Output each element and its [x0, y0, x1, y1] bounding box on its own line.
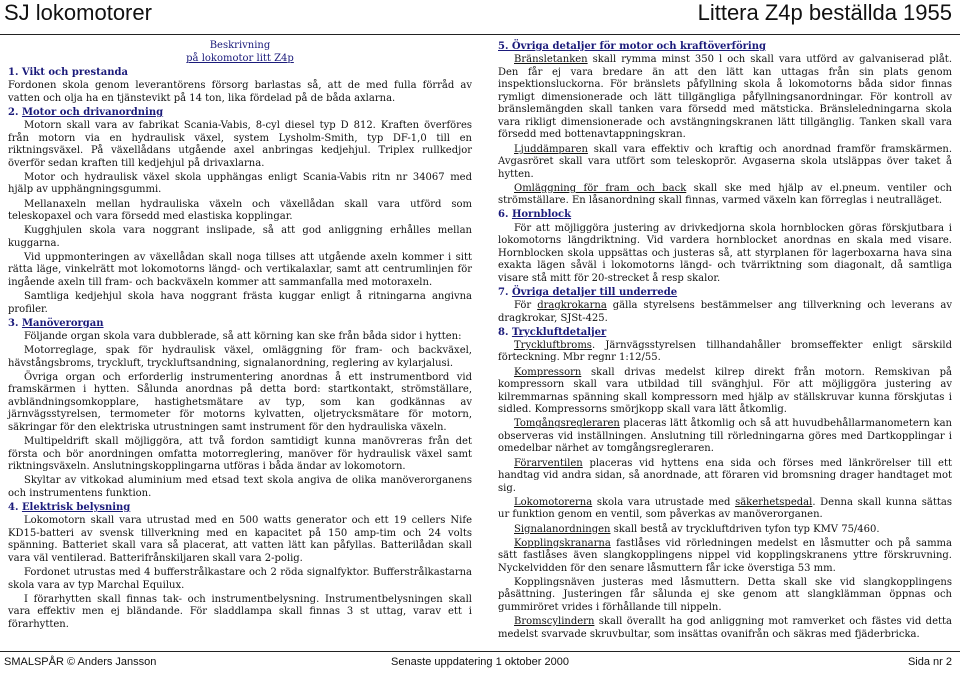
section-5-paragraph: Ljuddämparen skall vara effektiv och kraftig och anordnad framför framskärmen. Avgasröret skall vara utfört som teleskoprör. Avgaserna skola utsläppas över taket å hytten.: [498, 143, 952, 180]
section-4-paragraph: Lokomotorn skall vara utrustad med en 500 watts generator och ett 19 cellers Nife KD15-batteri av svensk tillverkning med en kapacitet på 150 amp-tim och 24 volts spänning. Batteriet skall vara så placerat, att vatten lätt kan påfyllas. Batterilådan skall vara väl ventilerad. Batterifrånskiljaren skall vara 2-polig.: [8, 515, 472, 564]
section-5-paragraph: Omläggning för fram och back skall ske med hjälp av el.pneum. ventiler och strömställare. En låsanordning skall finnas, varmed växeln kan förreglas i neutralläget.: [498, 182, 952, 207]
section-6-paragraph: För att möjliggöra justering av drivkedjorna skola hornblocken göras förskjutbara i lokomotorns längdriktning. Vid vardera hornblocket anordnas en skala med visare. Hornblocken skola uppsättas och justeras så, att styrplanen för lagerboxarna hava sina exakta lägen såväl i lokomotorns längd- och tvärriktning som diagonalt, då samtliga visare stå mitt för 20-strecket å resp skalor.: [498, 222, 952, 284]
section-2-paragraph: Mellanaxeln mellan hydrauliska växeln och växellådan skall vara utförd som teleskopaxel och vara försedd med elastiska kopplingar.: [8, 198, 472, 223]
section-4-heading: 4. Elektrisk belysning: [8, 502, 131, 514]
section-3-paragraph: Följande organ skola vara dubblerade, så att körning kan ske från båda sidor i hytten:: [24, 330, 462, 342]
section-8-paragraph: Bromscylindern skall överallt ha god anliggning mot ramverket och fästes vid detta medelst svarvade skruvbultar, som insättas ovanifrån och säkras med fjäderbricka.: [498, 616, 952, 640]
section-3-heading: 3. Manöverorgan: [8, 317, 104, 329]
section-1-heading: 1. Vikt och prestanda: [8, 67, 128, 79]
page-header-title: SJ lokomotorer: [4, 0, 152, 25]
section-8-paragraph: Tomgångsregleraren placeras lätt åtkomlig och så att huvudbehållarmanometern kan observeras vid inställningen. Anslutning till rörledningarna göres med Dartkopplingar i omedelbar närhet av tomgångsregleraren.: [498, 418, 952, 455]
section-6-heading: 6. Hornblock: [498, 209, 572, 221]
section-8-paragraph: Kompressorn skall drivas medelst kilrep direkt från motorn. Remskivan på kompressorn skall vara utbildad till svänghjul. För att möjliggöra justering av kilremmarnas spänning skall kompressorn med hjälp av ställskruvar kunna förskjutas i sidled. Kompressorns smörjkopp skall vara lätt åtkomlig.: [498, 366, 952, 416]
footer-updated: Senaste uppdatering 1 oktober 2000: [391, 656, 569, 668]
section-8-paragraph: Tryckluftbroms. Järnvägsstyrelsen tillhandahåller bromseffekter enligt särskild förteckning. Mbr regnr 1:12/55.: [498, 339, 952, 364]
section-5-heading: 5. Övriga detaljer för motor och kraftöverföring: [498, 41, 766, 52]
section-7-paragraph: För dragkrokarna gälla styrelsens bestämmelser ang tillverkning och leverans av dragkrokar, SJSt-425.: [498, 300, 953, 324]
section-2-paragraph: Kugghjulen skola vara noggrant inslipade, så att god anliggning erhålles mellan kuggarna.: [8, 225, 472, 249]
section-8-title: Tryckluftdetaljer: [511, 326, 607, 338]
section-4-paragraph: I förarhytten skall finnas tak- och instrumentbelysning. Instrumentbelysningen skall vara effektiv men ej bländande. För sladdlampa skall finnas 3 st uttag, varav ett i förarhytten.: [8, 593, 472, 630]
section-8-paragraph: Kopplingskranarna fastlåses vid rörledningen medelst en låsmutter och på samma sätt fastlåses även slangkopplingens nippel vid kopplingskranens yttre förskruvning. Nyckelvidden för den senare låsmuttern får icke överstiga 53 mm.: [498, 537, 952, 574]
document-title: [8, 40, 472, 65]
section-8-paragraph: Lokomotorerna skola vara utrustade med säkerhetspedal. Denna skall kunna sättas ur funktion genom en ventil, som påverkas av manöverorganen.: [498, 496, 952, 521]
section-3-paragraph: Övriga organ och erforderlig instrumentering anordnas å ett instrumentbord vid framskärmen i hytten. Sålunda anordnas på detta bord: startkontakt, strömställare, avbländningsomkopplare, hastighetsmätare av typ, som kan godkännas av järnvägsstyrelsen, termometer för motorns kylvatten, oljetrycksmätare för motorn, säkringar för den elektriska utrustningen samt instrument för den hydrauliska växeln.: [8, 371, 472, 433]
page-header-subtitle: Littera Z4p beställda 1955: [697, 0, 952, 25]
footer-page-number: Sida nr 2: [907, 656, 952, 668]
section-2-paragraph: Samtliga kedjehjul skola hava noggrant frästa kuggar enligt å ritningarna angivna profiler.: [8, 291, 472, 315]
section-7-title: Övriga detaljer till underrede: [511, 286, 678, 298]
section-8-paragraph: Kopplingsnäven justeras med låsmuttern. Detta skall ske vid slangkopplingens påsättning. Justeringen får sålunda ej ske genom att slangklämman öppnas och gummiröret vrides i förhållande till nippeln.: [498, 576, 952, 614]
section-5-paragraph: Bränsletanken skall rymma minst 350 l och skall vara utförd av galvaniserad plåt. Den får ej vara bredare än att den lätt kan uttagas från sin plats genom inspektionsluckorna. För bränslets påfyllning skola å lokomotorns båda sidor finnas rymligt dimensionerade och lätt tillgängliga påfyllningsanordningar. För kontroll av bränslemängden skall tanken vara försedd med mätsticka. Bränsleledningarna skola vara rikligt dimensionerade och avstängningskranen lätt tillgänglig. Tanken skall vara försedd med bottenavtappningskran.: [498, 54, 952, 141]
section-2-paragraph: Vid uppmonteringen av växellådan skall noga tillses att utgående axeln kommer i sitt rätta läge, vinkelrätt mot lokomotorns längd- och vertikalaxlar, samt att centrumlinjen för ingående axeln till fram- och backväxeln kommer att sammanfalla med motoraxeln.: [8, 251, 472, 288]
section-2-title: Motor och drivanordning: [21, 106, 164, 118]
left-column: [8, 40, 472, 633]
title-line-1: Beskrivning: [209, 40, 271, 51]
section-3-title: Manöverorgan: [21, 317, 104, 329]
title-line-2: på lokomotor litt Z4p: [186, 52, 294, 64]
section-3-paragraph: Multipeldrift skall möjliggöra, att två fordon samtidigt kunna manövreras från det första och bör anordningen omfatta motorreglering, manöver för hydraulisk växel samt riktningsväxeln. Anslutningskopplingarna utföras i båda ändar av lokomotorn.: [8, 436, 472, 473]
footer-rule: [0, 651, 960, 652]
section-2-heading: 2. Motor och drivanordning: [8, 106, 164, 118]
section-8-paragraph: Förarventilen placeras vid hyttens ena sida och förses med länkrörelser till ett handtag vid andra sidan, så anordnade, att föraren vid bromsning drager handtaget mot sig.: [498, 457, 952, 494]
section-3-paragraph: Skyltar av vitkokad aluminium med etsad text skola angiva de olika manöverorganens och instrumentens funktion.: [8, 475, 472, 499]
section-2-paragraph: Motor och hydraulisk växel skola upphängas enligt Scania-Vabis ritn nr 34067 med hjälp av upphängningsgummi.: [8, 171, 472, 196]
section-4-title: Elektrisk belysning: [21, 502, 131, 514]
section-7-heading: 7. Övriga detaljer till underrede: [498, 286, 678, 298]
section-3-paragraph: Motorreglage, spak för hydraulisk växel, omläggning för fram- och backväxel, hävstångsbroms, tryckluft, tryckluftsandning, signalanordning, reglering av kylarjalusi.: [8, 345, 472, 369]
section-6-title: Hornblock: [511, 209, 572, 221]
right-column: [498, 40, 952, 643]
section-8-paragraph: Signalanordningen skall bestå av tryckluftdriven tyfon typ KMV 75/460.: [514, 523, 880, 535]
section-8-heading: 8. Tryckluftdetaljer: [498, 326, 607, 338]
section-2-paragraph: Motorn skall vara av fabrikat Scania-Vabis, 8-cyl diesel typ D 812. Kraften överföres från motorn via en hydraulisk växel, system Lysholm-Smith, typ DF-1,0 till en riktningsväxel. På växellådans utgående axel anbringas kedjehjul. Triplex rullkedjor överför sedan kraften till kedjehjul på drivaxlarna.: [8, 120, 472, 169]
footer-copyright: SMALSPÅR © Anders Jansson: [4, 656, 157, 668]
section-1-paragraph: Fordonen skola genom leverantörens försorg barlastas så, att de med fulla förråd av vatten och olja ha en tjänstevikt på 14 ton, lika fördelad på de båda axlarna.: [8, 80, 472, 104]
header-rule: [0, 34, 960, 35]
section-4-paragraph: Fordonet utrustas med 4 bufferstrålkastare och 2 röda signalfyktor. Bufferstrålkastarna skola vara av typ Marchal Equilux.: [8, 566, 472, 591]
